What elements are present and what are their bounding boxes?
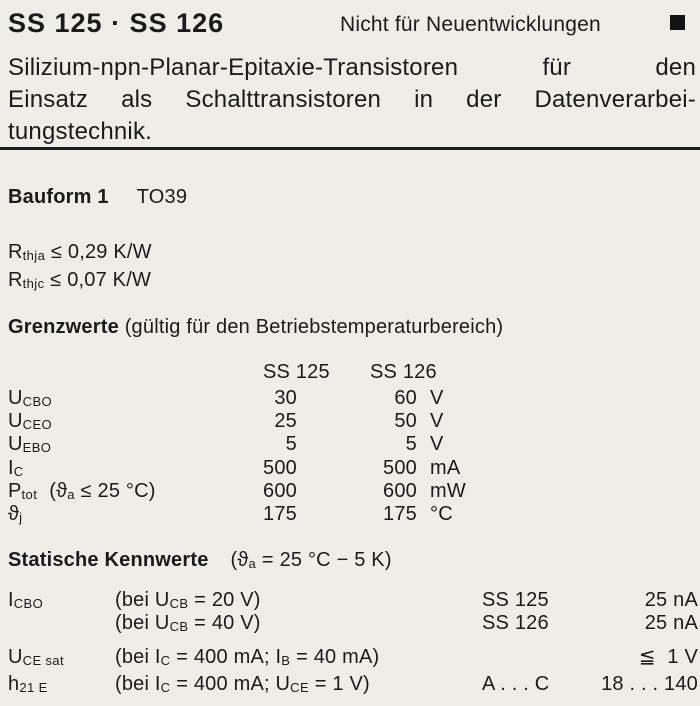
param-label (8, 410, 240, 433)
unit: mA (430, 456, 461, 479)
bauform-label: Bauform 1 (8, 186, 109, 208)
section-title: Grenzwerte (8, 316, 119, 338)
value-cell: ≦ 1 V (638, 646, 698, 669)
param-subscript: 21 E (19, 679, 48, 695)
value-ss125: 500 (263, 456, 297, 479)
condition-text: ≤ 25 °C) (74, 479, 156, 502)
param-symbol: ϑ (8, 502, 20, 525)
param-symbol: U (8, 646, 23, 669)
param-label (8, 673, 115, 696)
param-symbol: U (8, 387, 23, 409)
param-subscript: tot (21, 486, 38, 502)
param-symbol: h (8, 672, 20, 695)
param-value: ≤ 0,29 K/W (45, 241, 152, 263)
param-label (8, 387, 240, 410)
condition-text: = 40 V) (188, 612, 261, 635)
unit: V (430, 433, 444, 456)
param-subscript: CE sat (22, 653, 65, 669)
unit: mW (430, 479, 466, 502)
limits-section-heading (8, 316, 503, 339)
value-ss125: 30 (274, 387, 297, 409)
value-ss125: 25 (274, 410, 297, 433)
condition-subscript: a (67, 486, 75, 502)
condition-text: = 20 V) (188, 589, 261, 611)
param-label (8, 589, 115, 612)
param-subscript: CEO (22, 417, 53, 433)
param-subscript: EBO (22, 440, 52, 456)
condition-text: (bei U (115, 612, 170, 635)
limits-table (8, 387, 700, 526)
value-ss125: 5 (285, 433, 297, 456)
value-ss126: 500 (383, 456, 417, 479)
value-cell: 18 . . . 140 (601, 672, 698, 695)
notice-text: Nicht für Neuentwicklungen (340, 13, 601, 36)
package-name: TO39 (136, 186, 188, 208)
condition-subscript: CE (290, 679, 310, 695)
condition-text: (ϑ (49, 479, 68, 502)
section-condition (231, 549, 392, 571)
condition-text: = 25 °C − 5 K) (256, 549, 392, 571)
type-cell: SS 125 (482, 589, 549, 611)
table-row (8, 644, 700, 667)
table-row (8, 410, 700, 433)
condition-subscript: CB (169, 619, 189, 635)
value-ss126: 175 (383, 502, 417, 525)
column-header-ss126: SS 126 (370, 361, 437, 383)
table-row (8, 457, 700, 480)
condition-subscript: CB (169, 596, 189, 611)
description-line: Silizium-npn-Planar-Epitaxie-Transistoren für den (8, 54, 696, 81)
table-row (8, 387, 700, 410)
value-cell: 25 nA (644, 589, 698, 611)
value-ss125: 600 (263, 479, 297, 502)
param-subscript: thja (22, 248, 46, 263)
param-label (8, 433, 240, 456)
param-value: ≤ 0,07 K/W (44, 269, 152, 291)
unit: °C (430, 502, 453, 525)
table-row (8, 480, 700, 503)
description-line: tungstechnik. (8, 118, 153, 145)
condition-text: = 1 V) (309, 672, 370, 695)
table-row (8, 673, 700, 696)
type-cell: A . . . C (482, 672, 550, 695)
test-condition (115, 646, 475, 669)
condition-subscript: C (160, 679, 171, 695)
description-line: Einsatz als Schalttransistoren in der Datenverarbei- (8, 86, 696, 113)
param-symbol: I (8, 589, 14, 611)
condition-subscript: a (248, 556, 257, 571)
condition-subscript: C (160, 653, 171, 669)
unit: V (430, 410, 444, 433)
param-subscript: CBO (22, 394, 53, 409)
test-condition (115, 589, 475, 612)
thermal-line (8, 268, 152, 296)
param-symbol: I (8, 456, 14, 479)
unit: V (430, 387, 444, 409)
param-label (8, 503, 240, 526)
bauform-line (8, 186, 187, 209)
static-table (8, 589, 700, 696)
test-condition (49, 480, 155, 502)
param-subscript: C (13, 463, 24, 479)
page-title: SS 125 · SS 126 (8, 8, 225, 38)
static-section-heading (8, 549, 392, 572)
param-symbol: R (8, 269, 23, 291)
table-row (8, 589, 700, 612)
param-symbol: U (8, 433, 23, 456)
param-symbol: P (8, 479, 22, 502)
param-symbol: R (8, 241, 23, 263)
condition-text: (bei I (115, 672, 161, 695)
value-ss125: 175 (263, 502, 297, 525)
corner-mark-icon (670, 15, 685, 30)
type-cell: SS 126 (482, 612, 549, 635)
value-ss126: 600 (383, 479, 417, 502)
value-cell: 25 nA (644, 612, 698, 635)
value-ss126: 60 (394, 387, 417, 409)
condition-text: (bei U (115, 589, 170, 611)
thermal-resistance-block (8, 240, 152, 296)
condition-text: (bei I (115, 646, 161, 669)
value-ss126: 50 (394, 410, 417, 433)
param-subscript: thjc (22, 276, 45, 291)
test-condition (115, 673, 475, 696)
param-label (8, 480, 240, 503)
condition-text: (ϑ (230, 549, 249, 571)
condition-text: = 400 mA; I (170, 646, 282, 669)
table-row (8, 503, 700, 526)
param-subscript: CBO (13, 596, 44, 611)
condition-subscript: B (281, 653, 291, 669)
table-row (8, 612, 700, 635)
param-label (8, 646, 115, 669)
table-row (8, 433, 700, 456)
section-title: Statische Kennwerte (8, 549, 209, 571)
param-subscript: j (19, 509, 23, 525)
thermal-line (8, 240, 152, 268)
test-condition (115, 612, 475, 635)
column-header-ss125: SS 125 (263, 361, 330, 383)
section-rule (0, 147, 700, 150)
param-symbol: U (8, 410, 23, 433)
param-label (8, 457, 240, 480)
value-ss126: 5 (405, 433, 417, 456)
description (8, 52, 696, 148)
condition-text: = 40 mA) (290, 646, 380, 669)
section-subtitle: (gültig für den Betriebstemperaturbereich) (118, 316, 504, 338)
condition-text: = 400 mA; U (170, 672, 291, 695)
